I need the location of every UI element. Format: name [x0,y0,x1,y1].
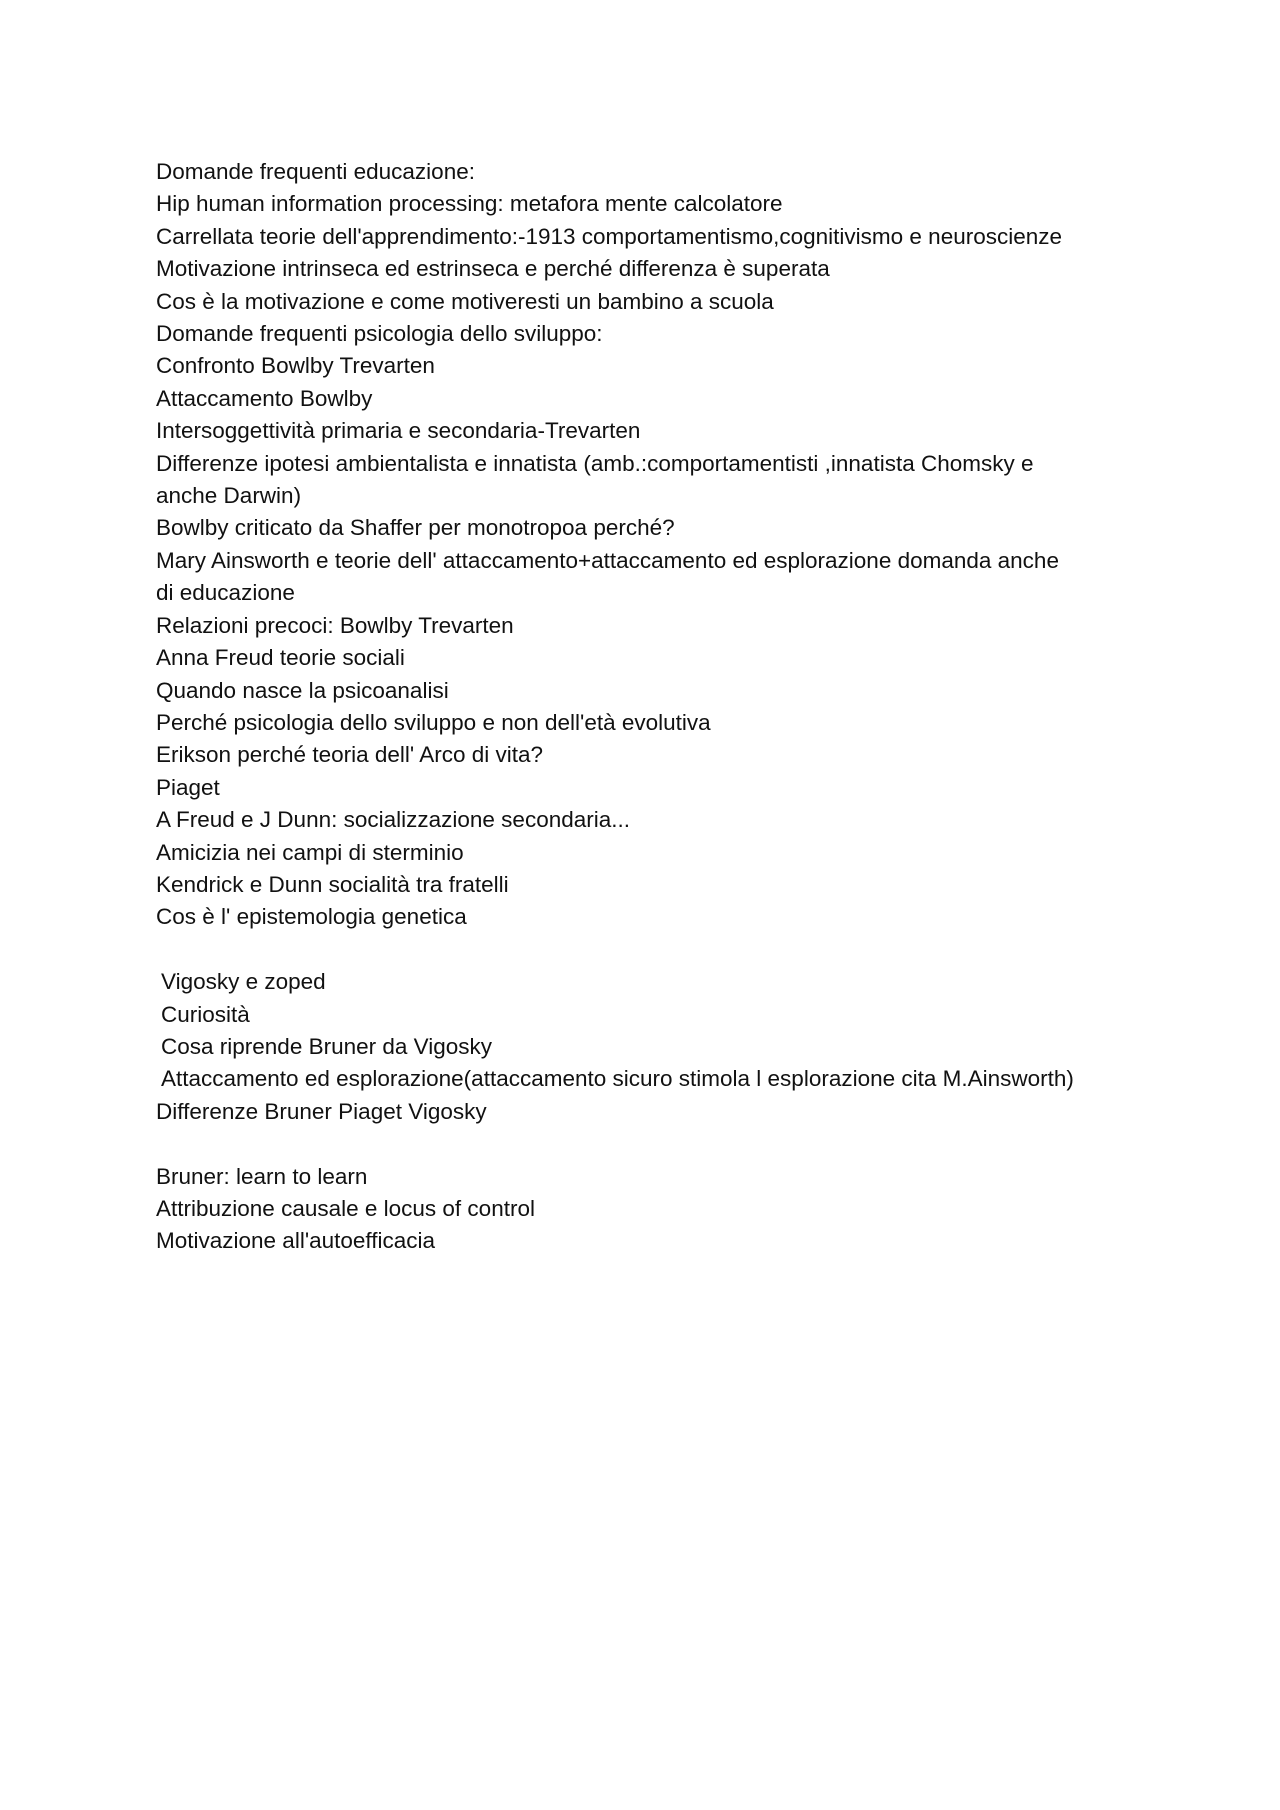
text-line: Hip human information processing: metafora mente calcolatore [156,191,783,217]
text-line: A Freud e J Dunn: socializzazione secondaria... [156,807,631,833]
document-text [156,156,1136,1258]
text-line: Carrellata teorie dell'apprendimento:-1913 comportamentismo,cognitivismo e neuroscienze [156,223,1063,249]
text-line: Erikson perché teoria dell' Arco di vita? [156,742,543,768]
text-line: Cosa riprende Bruner da Vigosky [161,1033,493,1059]
text-line: anche Darwin) [156,483,302,509]
text-line: Piaget [156,774,220,800]
text-line: Cos è l' epistemologia genetica [156,904,467,930]
text-line: Curiosità [161,1001,250,1027]
text-line: Kendrick e Dunn socialità tra fratelli [156,871,509,897]
text-line: Domande frequenti psicologia dello sviluppo: [156,321,603,347]
text-line: Attaccamento Bowlby [156,385,373,411]
text-line: Quando nasce la psicoanalisi [156,677,449,703]
blank-line [156,1128,1136,1160]
text-line: di educazione [156,580,295,606]
text-line: Motivazione intrinseca ed estrinseca e perché differenza è superata [156,256,830,282]
text-line: Differenze Bruner Piaget Vigosky [156,1098,487,1124]
text-line: Vigosky e zoped [161,969,326,995]
blank-line [156,934,1136,966]
text-line: Confronto Bowlby Trevarten [156,353,435,379]
text-line: Anna Freud teorie sociali [156,645,405,671]
text-line: Bruner: learn to learn [156,1163,368,1189]
text-line: Mary Ainsworth e teorie dell' attaccamento+attaccamento ed esplorazione domanda anche [156,547,1059,573]
text-line: Cos è la motivazione e come motiveresti un bambino a scuola [156,288,774,314]
text-line: Domande frequenti educazione: [156,159,475,184]
text-line: Intersoggettività primaria e secondaria-Trevarten [156,418,641,444]
text-line: Bowlby criticato da Shaffer per monotropoa perché? [156,515,675,541]
text-line: Attaccamento ed esplorazione(attaccamento sicuro stimola l esplorazione cita M.Ainsworth) [161,1066,1074,1092]
text-line: Motivazione all'autoefficacia [156,1228,436,1254]
text-line: Differenze ipotesi ambientalista e innatista (amb.:comportamentisti ,innatista Chomsky e [156,450,1034,476]
text-line: Relazioni precoci: Bowlby Trevarten [156,612,514,638]
text-line: Amicizia nei campi di sterminio [156,839,464,865]
text-line: Attribuzione causale e locus of control [156,1195,535,1221]
text-line: Perché psicologia dello sviluppo e non dell'età evolutiva [156,709,711,735]
